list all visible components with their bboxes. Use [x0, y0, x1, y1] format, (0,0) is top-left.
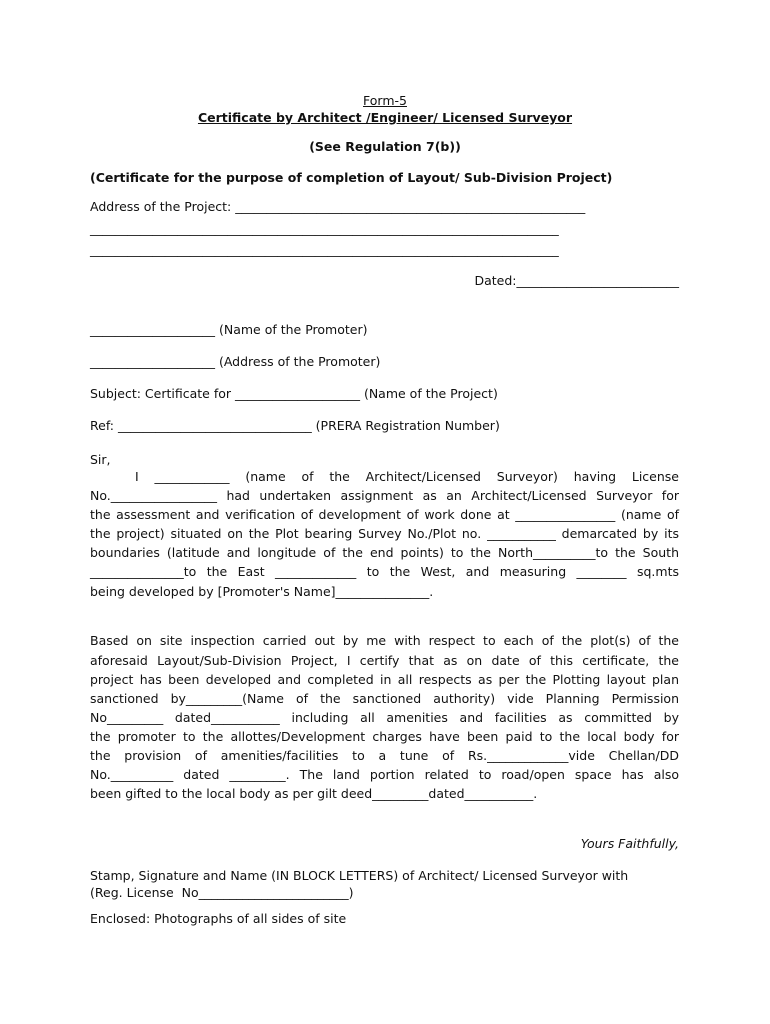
closing-yours-faithfully: Yours Faithfully,	[580, 836, 679, 851]
paragraph-line: the assessment and verification of development of work done at ________________ (name of	[90, 507, 679, 522]
form-number: Form-5	[363, 93, 407, 108]
salutation: Sir,	[90, 452, 111, 467]
paragraph-line: aforesaid Layout/Sub-Division Project, I certify that as on date of this certificate, the	[90, 653, 679, 668]
paragraph-line: being developed by [Promoter's Name]_______________.	[90, 584, 434, 599]
paragraph-line: I ____________ (name of the Architect/Licensed Surveyor) having License	[135, 469, 679, 484]
certificate-purpose: (Certificate for the purpose of completion of Layout/ Sub-Division Project)	[90, 170, 613, 185]
enclosed-line: Enclosed: Photographs of all sides of site	[90, 911, 347, 926]
project-address-line-2: ___________________________________________________________________________	[90, 221, 559, 236]
promoter-address-field: ____________________ (Address of the Promoter)	[90, 354, 381, 369]
project-address-line-1: Address of the Project: ________________________________________________________	[90, 199, 586, 214]
paragraph-line: the promoter to the allottes/Development charges have been paid to the local body for	[90, 729, 679, 744]
promoter-name-field: ____________________ (Name of the Promoter)	[90, 322, 368, 337]
form-title: Certificate by Architect /Engineer/ Licensed Surveyor	[197, 110, 573, 125]
paragraph-line: _______________to the East _____________ to the West, and measuring ________ sq.mts	[90, 564, 679, 579]
paragraph-line: project has been developed and completed in all respects as per the Plotting layout plan	[90, 672, 679, 687]
paragraph-line: No_________ dated___________ including all amenities and facilities as committed by	[90, 710, 679, 725]
paragraph-line: the project) situated on the Plot bearing Survey No./Plot no. ___________ demarcated by its	[90, 526, 679, 541]
regulation-reference: (See Regulation 7(b))	[309, 139, 461, 154]
reference-line: Ref: _______________________________ (PRERA Registration Number)	[90, 418, 500, 433]
paragraph-line: No.__________ dated _________. The land portion related to road/open space has also	[90, 767, 679, 782]
paragraph-line: sanctioned by_________(Name of the sanctioned authority) vide Planning Permission	[90, 691, 679, 706]
paragraph-line: the provision of amenities/facilities to a tune of Rs._____________vide Chellan/DD	[90, 748, 679, 763]
stamp-signature-line: Stamp, Signature and Name (IN BLOCK LETTERS) of Architect/ Licensed Surveyor with	[90, 868, 629, 883]
paragraph-line: been gifted to the local body as per gilt deed_________dated___________.	[90, 786, 538, 801]
dated-field: Dated:__________________________	[474, 273, 679, 288]
registration-license-line: (Reg. License No________________________)	[90, 885, 354, 900]
subject-line: Subject: Certificate for ____________________ (Name of the Project)	[90, 386, 498, 401]
paragraph-line: Based on site inspection carried out by me with respect to each of the plot(s) of the	[90, 633, 679, 648]
paragraph-line: No._________________ had undertaken assignment as an Architect/Licensed Surveyor for	[90, 488, 679, 503]
project-address-line-3: ___________________________________________________________________________	[90, 242, 559, 257]
paragraph-line: boundaries (latitude and longitude of the end points) to the North__________to the South	[90, 545, 679, 560]
